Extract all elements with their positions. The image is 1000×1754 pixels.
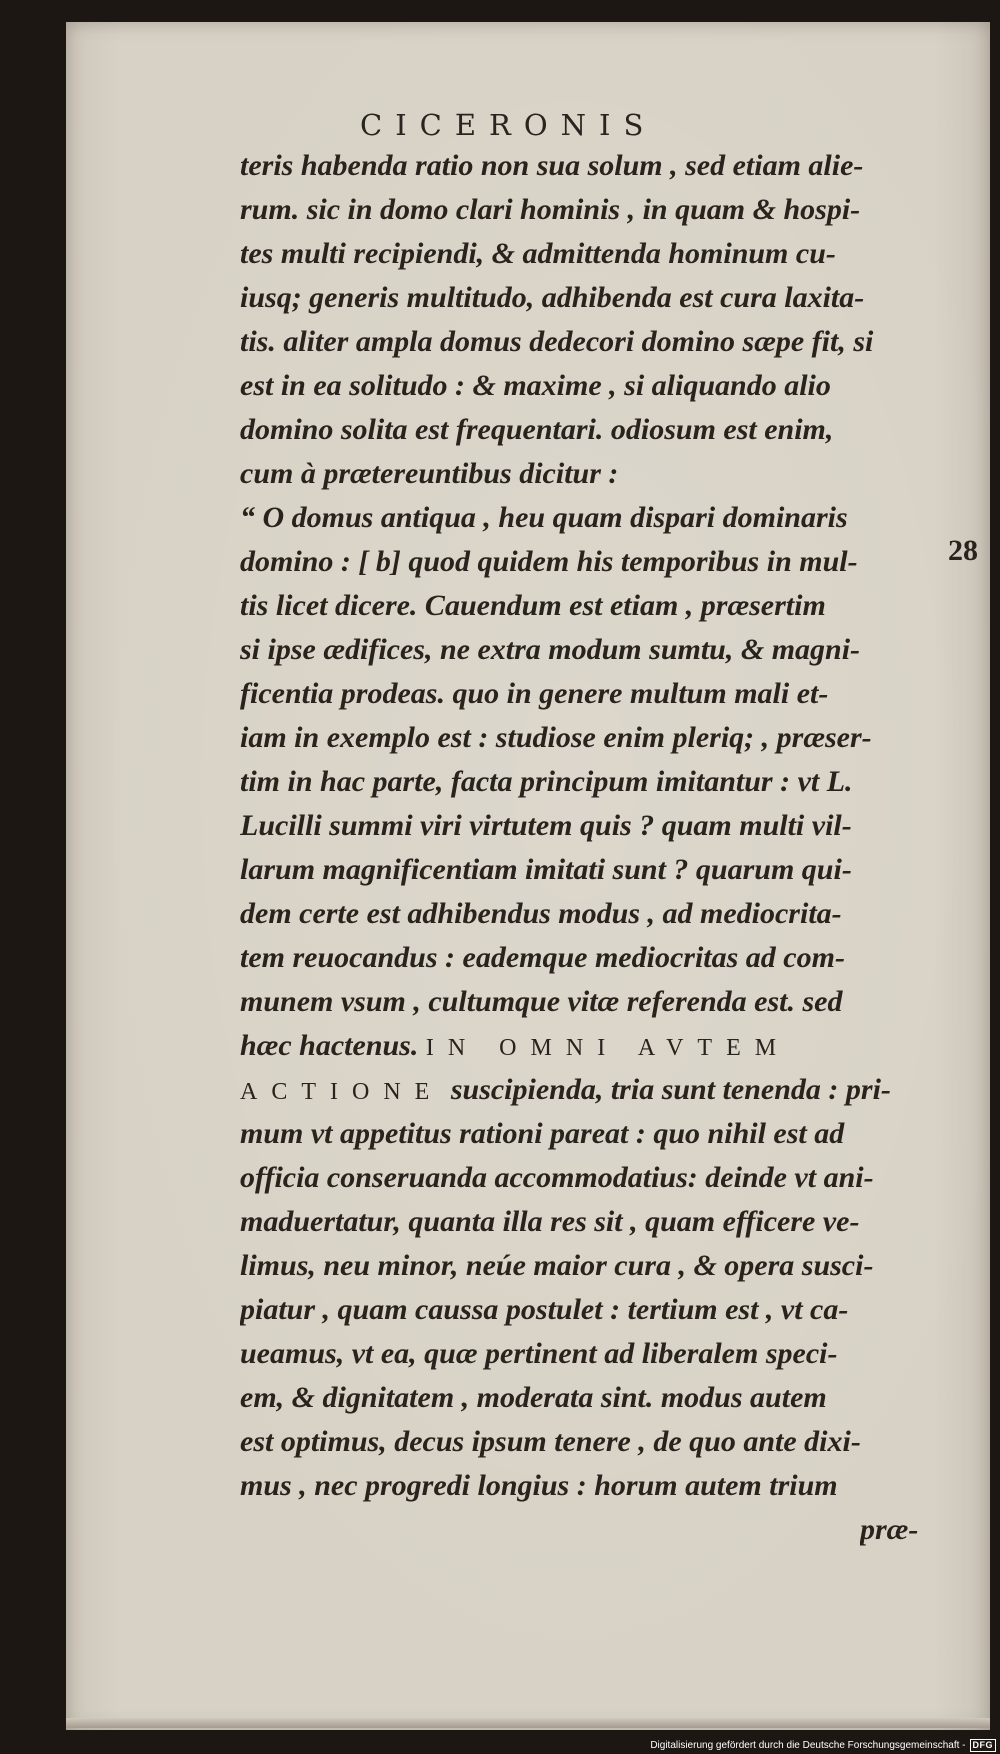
small-caps-segment: ACTIONE — [240, 1079, 444, 1105]
text-line-with-caps — [240, 1024, 940, 1068]
dfg-logo-icon: DFG — [970, 1739, 997, 1752]
text-segment: suscipienda, tria sunt tenenda : pri- — [443, 1073, 891, 1106]
text-line-with-caps — [240, 1068, 940, 1112]
text-line: iam in exemplo est : studiose enim pleriq; , præser- — [240, 721, 872, 754]
text-line: Lucilli summi viri virtutem quis ? quam multi vil- — [240, 809, 852, 842]
page-bottom-edge — [66, 1718, 990, 1728]
text-line: si ipse ædifices, ne extra modum sumtu, & magni- — [240, 633, 861, 666]
credit-text: Digitalisierung gefördert durch die Deutsche Forschungsgemeinschaft - — [650, 1740, 966, 1751]
running-head: CICERONIS — [360, 108, 657, 142]
text-line: mus , nec progredi longius : horum autem trium — [240, 1469, 838, 1502]
text-line: cum à prætereuntibus dicitur : — [240, 457, 619, 490]
text-line: est in ea solitudo : & maxime , si aliquando alio — [240, 369, 831, 402]
text-line: tis licet dicere. Cauendum est etiam , præsertim — [240, 589, 826, 622]
text-line: iusq; generis multitudo, adhibenda est cura laxita- — [240, 281, 865, 314]
text-segment: hæc hactenus. — [240, 1029, 419, 1062]
text-line: tim in hac parte, facta principum imitantur : vt L. — [240, 765, 853, 798]
text-line: “ O domus antiqua , heu quam dispari dominaris — [240, 501, 848, 534]
text-line: teris habenda ratio non sua solum , sed etiam alie- — [240, 149, 864, 182]
text-line: officia conseruanda accommodatius: deinde vt ani- — [240, 1161, 874, 1194]
text-line: mum vt appetitus rationi pareat : quo nihil est ad — [240, 1117, 845, 1150]
text-line: ueamus, vt ea, quæ pertinent ad liberalem speci- — [240, 1337, 838, 1370]
text-line: dem certe est adhibendus modus , ad mediocrita- — [240, 897, 842, 930]
text-line: tis. aliter ampla domus dedecori domino sæpe fit, si — [240, 325, 874, 358]
text-line: tes multi recipiendi, & admittenda hominum cu- — [240, 237, 836, 270]
text-line: em, & dignitatem , moderata sint. modus autem — [240, 1381, 827, 1414]
text-line: maduertatur, quanta illa res sit , quam efficere ve- — [240, 1205, 860, 1238]
text-line: ficentia prodeas. quo in genere multum mali et- — [240, 677, 829, 710]
text-line: munem vsum , cultumque vitæ referenda est. sed — [240, 985, 843, 1018]
margin-number: 28 — [948, 534, 978, 567]
text-line: domino : [ b] quod quidem his temporibus in mul- — [240, 545, 858, 578]
text-line: tem reuocandus : eademque mediocritas ad com- — [240, 941, 845, 974]
text-line: rum. sic in domo clari hominis , in quam & hospi- — [240, 193, 861, 226]
catchword: præ- — [860, 1513, 919, 1546]
text-line: limus, neu minor, neúe maior cura , & opera susci- — [240, 1249, 874, 1282]
text-line: domino solita est frequentari. odiosum est enim, — [240, 413, 834, 446]
text-line: piatur , quam caussa postulet : tertium est , vt ca- — [240, 1293, 849, 1326]
small-caps-segment: IN OMNI AVTEM — [425, 1035, 791, 1061]
text-line: est optimus, decus ipsum tenere , de quo ante dixi- — [240, 1425, 861, 1458]
text-line: larum magnificentiam imitati sunt ? quarum qui- — [240, 853, 852, 886]
digitization-credit — [650, 1739, 996, 1752]
